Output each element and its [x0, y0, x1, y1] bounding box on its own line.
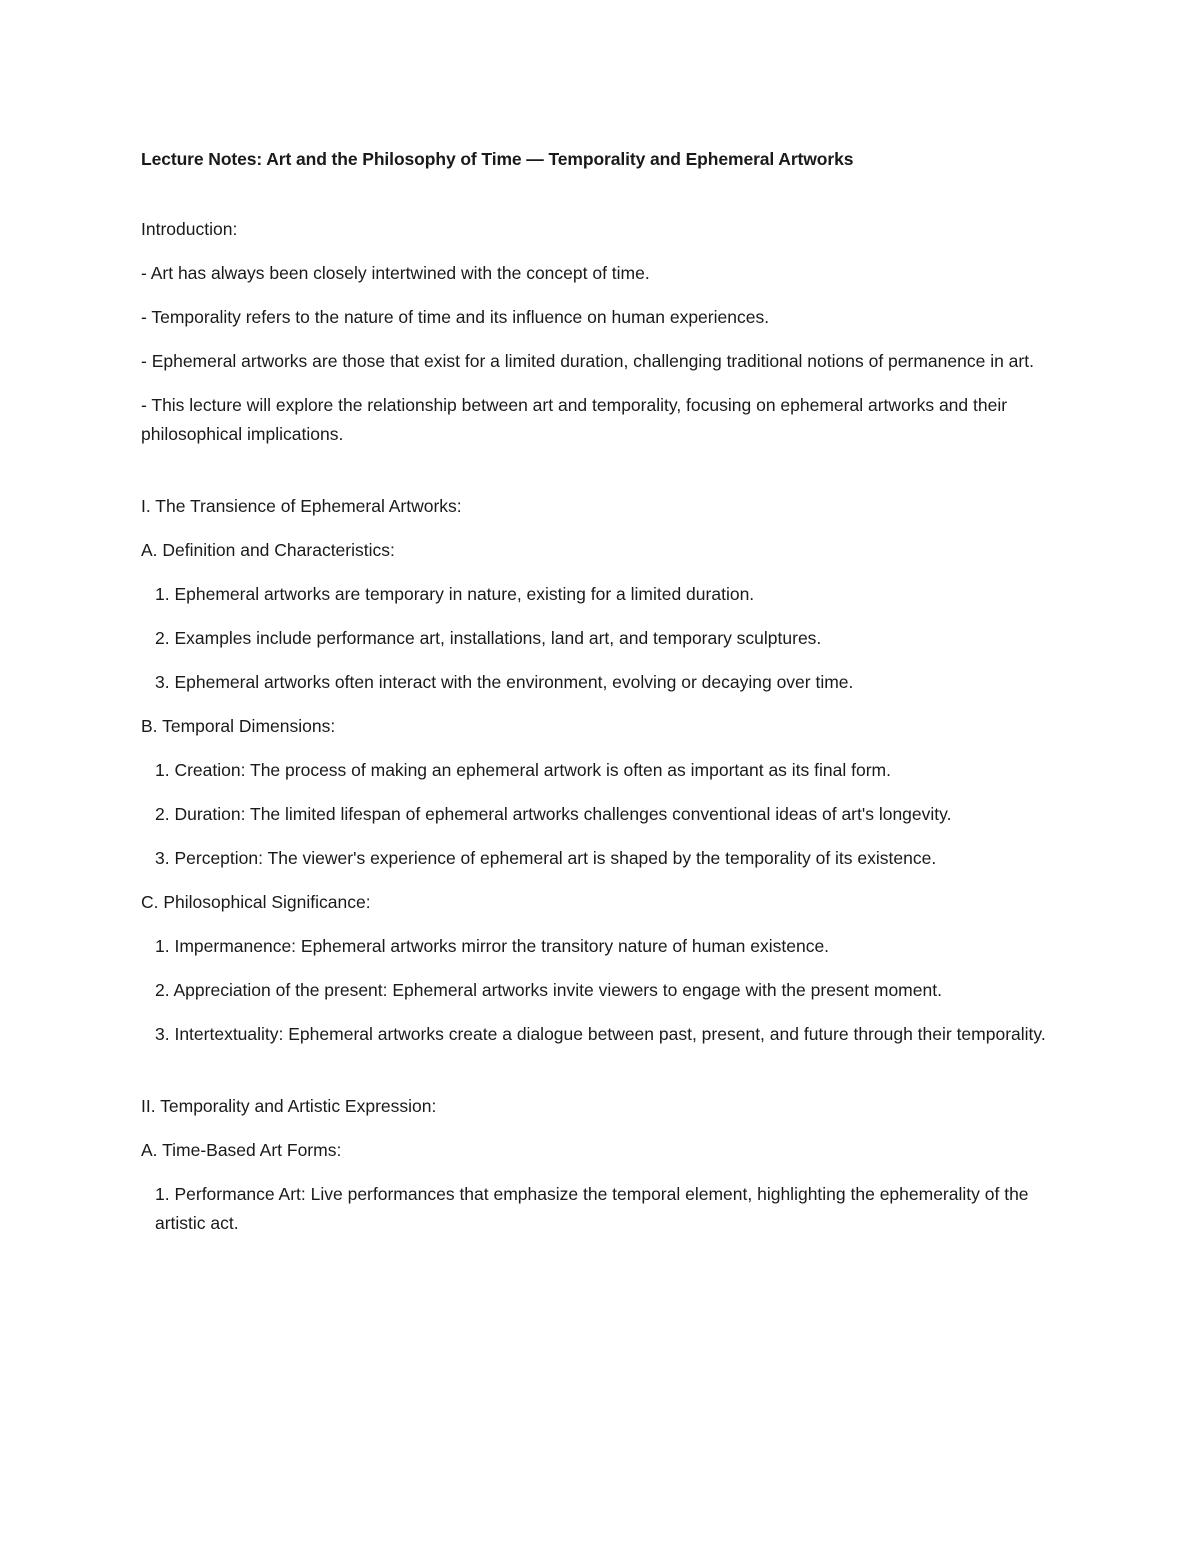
list-item: 1. Impermanence: Ephemeral artworks mirror the transitory nature of human existence.	[155, 936, 830, 956]
subsection-heading: C. Philosophical Significance:	[141, 892, 371, 912]
section-heading: I. The Transience of Ephemeral Artworks:	[141, 496, 462, 516]
section-heading: II. Temporality and Artistic Expression:	[141, 1096, 437, 1116]
subsection-heading: A. Time-Based Art Forms:	[141, 1140, 342, 1160]
subsection-heading: B. Temporal Dimensions:	[141, 716, 336, 736]
list-item: 1. Ephemeral artworks are temporary in nature, existing for a limited duration.	[155, 584, 755, 604]
intro-bullet: - Temporality refers to the nature of time and its influence on human experiences.	[141, 307, 770, 327]
list-item: 3. Perception: The viewer's experience of ephemeral art is shaped by the temporality of its existence.	[155, 848, 937, 868]
list-item: 3. Ephemeral artworks often interact with the environment, evolving or decaying over time.	[155, 672, 854, 692]
subsection-heading: A. Definition and Characteristics:	[141, 540, 395, 560]
intro-heading: Introduction:	[141, 219, 238, 239]
intro-bullet: - Art has always been closely intertwined with the concept of time.	[141, 263, 650, 283]
intro-bullet: - Ephemeral artworks are those that exist for a limited duration, challenging traditional notions of permanence in art.	[141, 351, 1034, 371]
list-item: 2. Appreciation of the present: Ephemeral artworks invite viewers to engage with the present moment.	[155, 980, 942, 1000]
document-page	[141, 145, 1071, 1253]
list-item: 2. Duration: The limited lifespan of ephemeral artworks challenges conventional ideas of art's longevity.	[155, 804, 952, 824]
list-item: 1. Creation: The process of making an ephemeral artwork is often as important as its final form.	[155, 760, 891, 780]
list-item: 3. Intertextuality: Ephemeral artworks create a dialogue between past, present, and future through their temporality.	[155, 1024, 1046, 1044]
document-title: Lecture Notes: Art and the Philosophy of Time — Temporality and Ephemeral Artworks	[141, 149, 854, 169]
intro-bullet: - This lecture will explore the relationship between art and temporality, focusing on ephemeral artworks and their philosophical implications.	[141, 395, 1008, 444]
list-item: 2. Examples include performance art, installations, land art, and temporary sculptures.	[155, 628, 822, 648]
list-item: 1. Performance Art: Live performances that emphasize the temporal element, highlighting the ephemerality of the artistic act.	[155, 1184, 1029, 1233]
